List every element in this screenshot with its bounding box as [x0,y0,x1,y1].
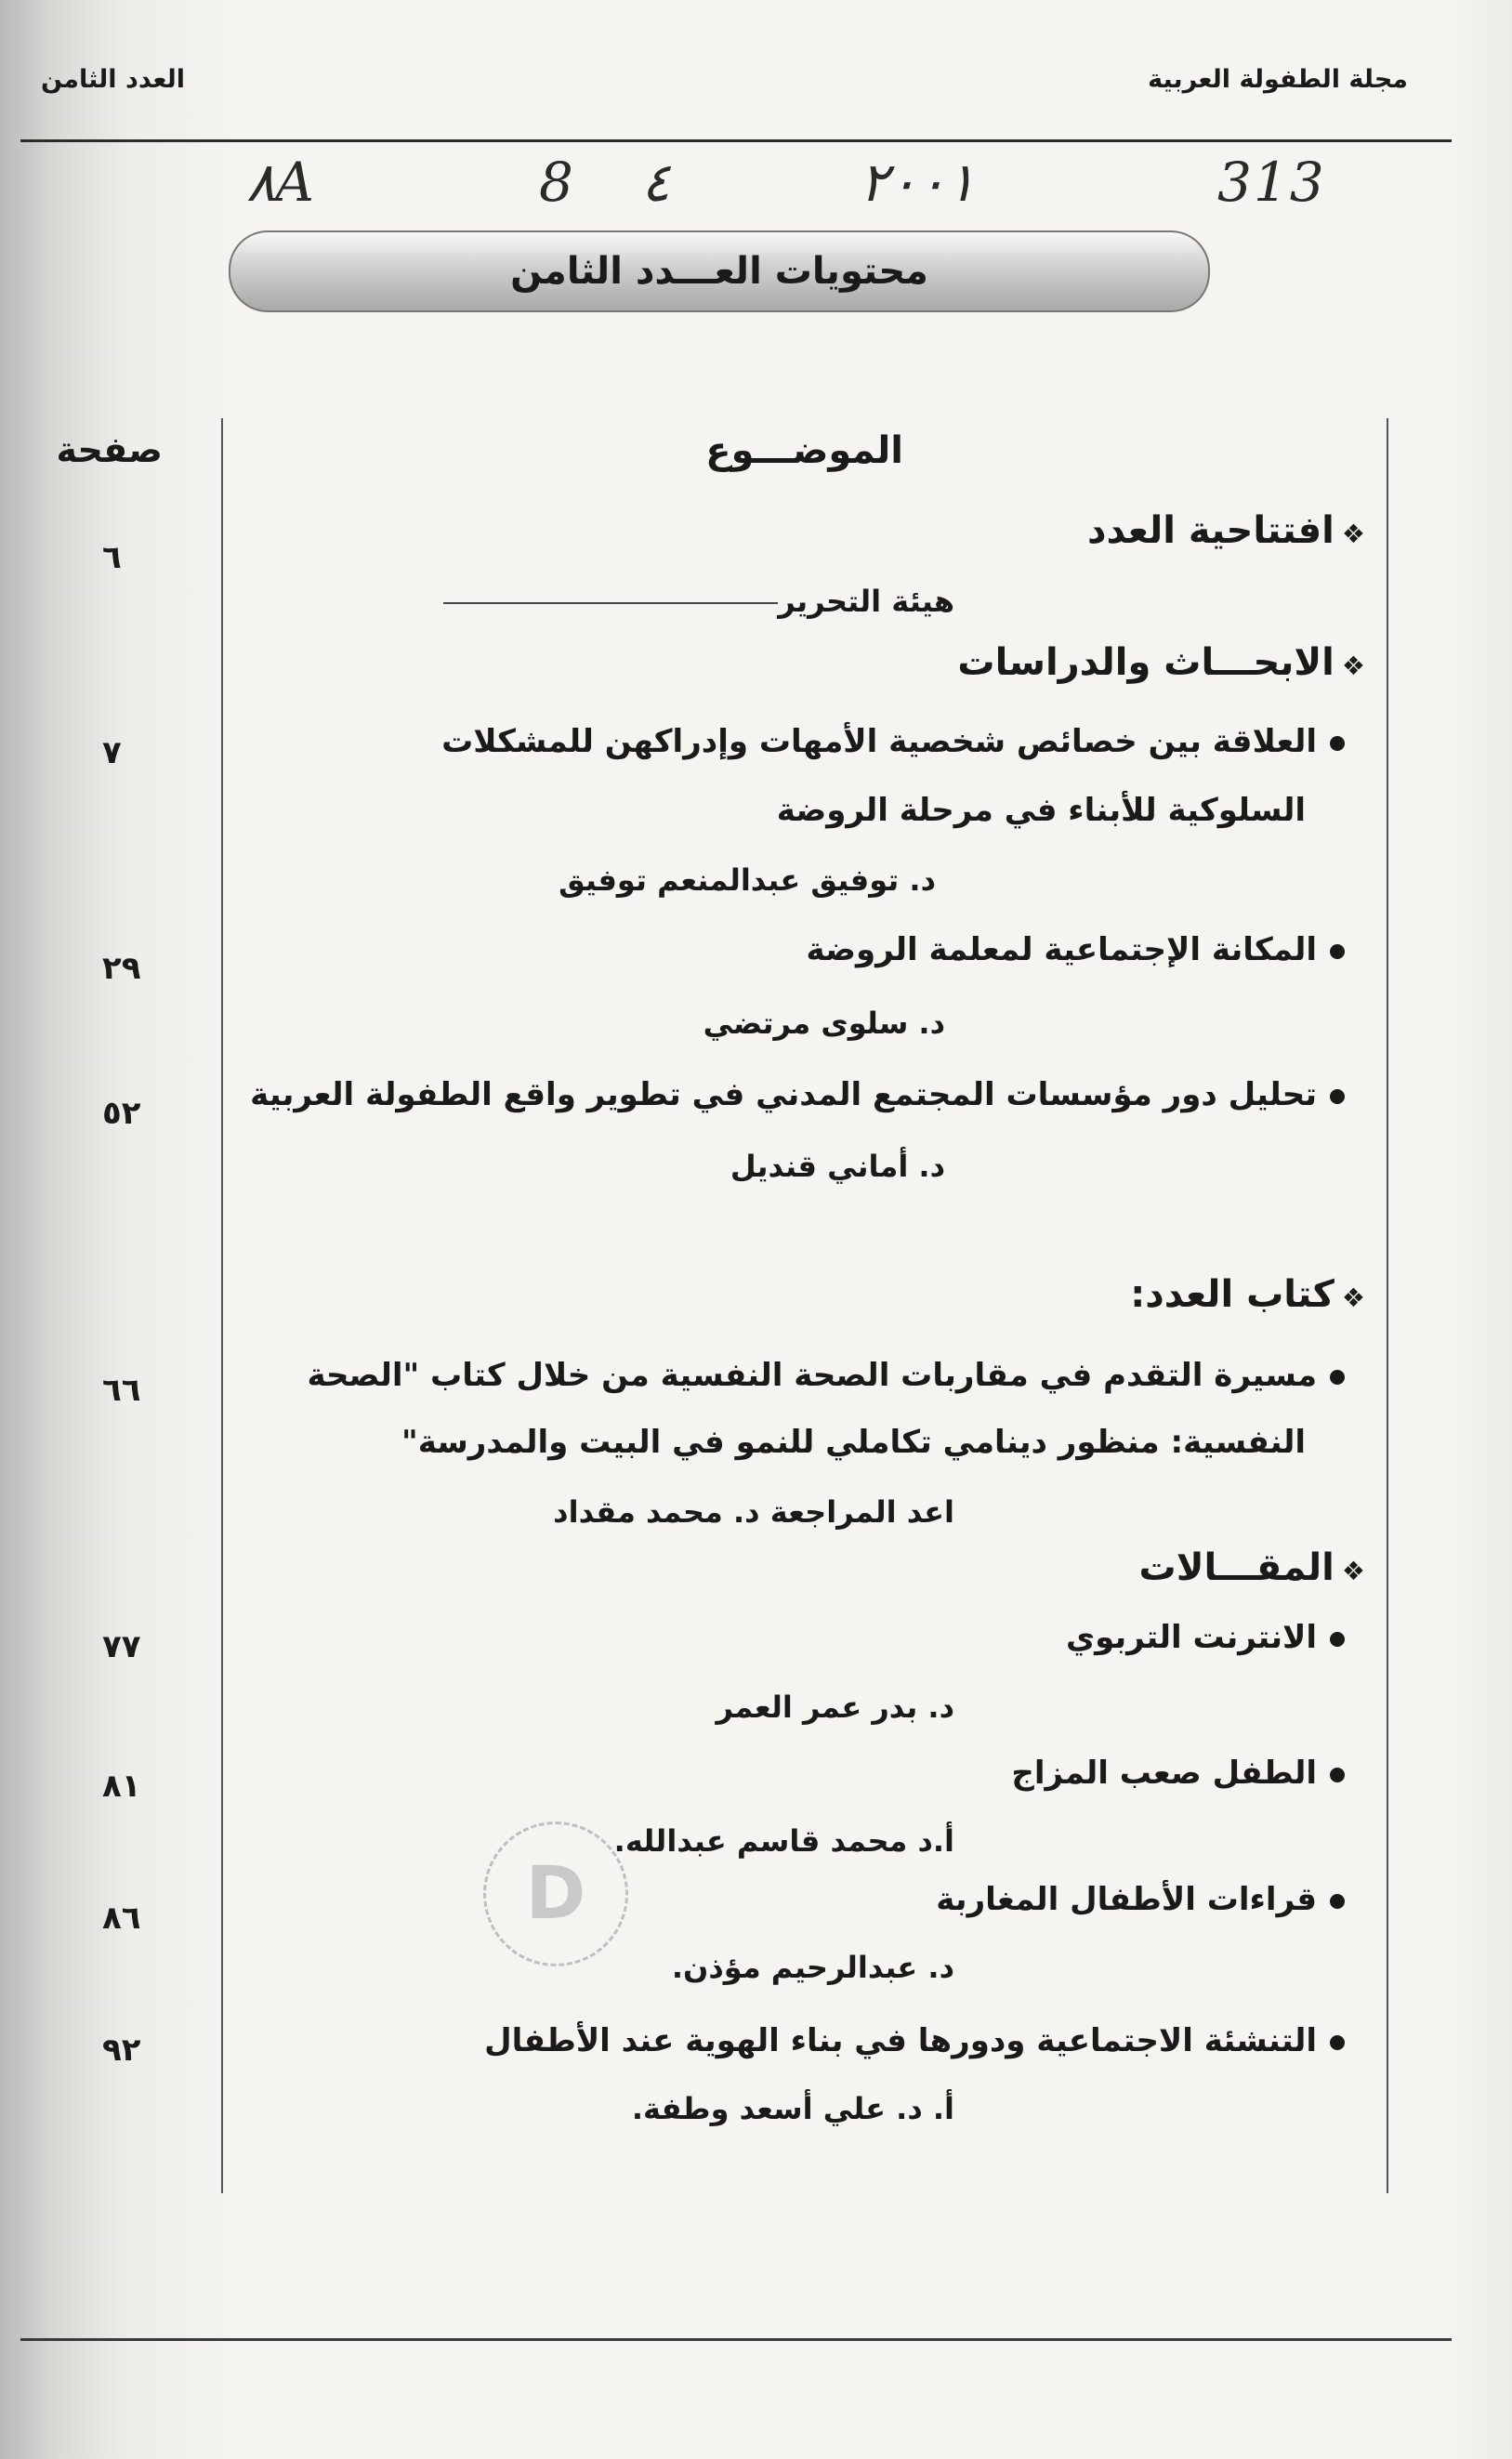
contents-banner [229,230,1210,312]
bullet-icon [1330,2035,1345,2050]
research-item-3-page: ٥٢ [102,1095,141,1132]
section-articles [1139,1546,1365,1589]
diamond-icon: ❖ [1341,1282,1365,1313]
diamond-icon: ❖ [1341,651,1365,681]
diamond-icon: ❖ [1341,519,1365,549]
research-item-2-line1 [806,931,1345,968]
article-item-2-author: أ.د محمد قاسم عبدالله. [613,1823,954,1859]
book-item-line2: النفسية: منظور دينامي تكاملي للنمو في البيت والمدرسة" [401,1424,1306,1461]
research-item-2-page: ٢٩ [102,950,141,987]
library-stamp: D [483,1821,628,1966]
article-item-2-page: ٨١ [102,1768,141,1805]
article-item-2 [1011,1755,1345,1792]
research-item-2-author: د. سلوى مرتضي [703,1006,945,1041]
research-item-1-line1 [441,723,1345,760]
handwritten-code: 313 [1217,151,1326,214]
section-editorial-title: افتتاحية العدد [1087,509,1335,552]
research-item-3-author: د. أماني قنديل [730,1149,945,1184]
column-divider-right [1387,418,1388,2193]
editorial-author-line [417,584,954,619]
bullet-icon [1330,1768,1345,1782]
handwritten-issue-no: ٤ [641,151,671,214]
book-item-line1 [307,1357,1345,1394]
editorial-page: ٦ [102,539,122,576]
article-item-4 [484,2022,1345,2059]
article-item-1-page: ٧٧ [102,1628,141,1665]
research-item-1-title: العلاقة بين خصائص شخصية الأمهات وإدراكهن للمشكلات [441,723,1317,760]
article-item-3 [936,1881,1345,1918]
section-research-title: الابحـــاث والدراسات [957,641,1335,684]
article-item-4-title: التنشئة الاجتماعية ودورها في بناء الهوية عند الأطفال [484,2022,1317,2059]
footer-rule [20,2338,1452,2341]
article-item-1 [1066,1619,1345,1656]
research-item-1-line2: السلوكية للأبناء في مرحلة الروضة [776,792,1306,829]
journal-title: مجلة الطفولة العربية [1148,65,1408,94]
article-item-3-author: د. عبدالرحيم مؤذن. [671,1950,954,1985]
research-item-3-title: تحليل دور مؤسسات المجتمع المدني في تطوير واقع الطفولة العربية [250,1076,1317,1113]
page-column-header: صفحة [56,429,163,470]
topic-column-header: الموضـــوع [705,429,903,472]
banner-title: محتويات العـــدد الثامن [510,250,928,293]
bullet-icon [1330,736,1345,751]
article-item-1-author: د. بدر عمر العمر [716,1690,954,1725]
issue-label: العدد الثامن [41,65,186,94]
article-item-3-title: قراءات الأطفال المغاربة [936,1881,1317,1918]
article-item-4-author: أ. د. علي أسعد وطفة. [631,2091,954,2126]
book-item-author: اعد المراجعة د. محمد مقداد [553,1494,954,1530]
research-item-1-page: ٧ [102,734,122,771]
article-item-3-page: ٨٦ [102,1900,141,1937]
section-book-title: كتاب العدد: [1130,1273,1335,1316]
research-item-3-line1 [250,1076,1345,1113]
handwritten-letters: ٨A [246,151,317,214]
diamond-icon: ❖ [1341,1556,1365,1586]
bullet-icon [1330,944,1345,959]
section-editorial [1087,509,1365,552]
article-item-1-title: الانترنت التربوي [1065,1619,1317,1656]
section-book [1130,1273,1365,1316]
column-divider-left [221,418,223,2193]
research-item-2-title: المكانة الإجتماعية لمعلمة الروضة [806,931,1317,968]
handwritten-year: ٢٠٠١ [860,151,976,214]
section-articles-title: المقـــالات [1138,1546,1335,1589]
dash-rule [443,602,778,604]
bullet-icon [1330,1632,1345,1647]
section-research [957,641,1365,684]
article-item-4-page: ٩٢ [102,2032,141,2069]
bullet-icon [1330,1089,1345,1104]
editorial-author: هيئة التحرير [778,584,954,619]
bullet-icon [1330,1370,1345,1385]
header-rule [20,139,1452,142]
research-item-1-author: د. توفيق عبدالمنعم توفيق [559,862,936,898]
bullet-icon [1330,1894,1345,1909]
book-item-page: ٦٦ [102,1372,141,1409]
article-item-2-title: الطفل صعب المزاج [1011,1755,1317,1792]
book-item-title: مسيرة التقدم في مقاربات الصحة النفسية من خلال كتاب "الصحة [307,1357,1317,1394]
handwritten-volume: 8 [539,151,575,214]
